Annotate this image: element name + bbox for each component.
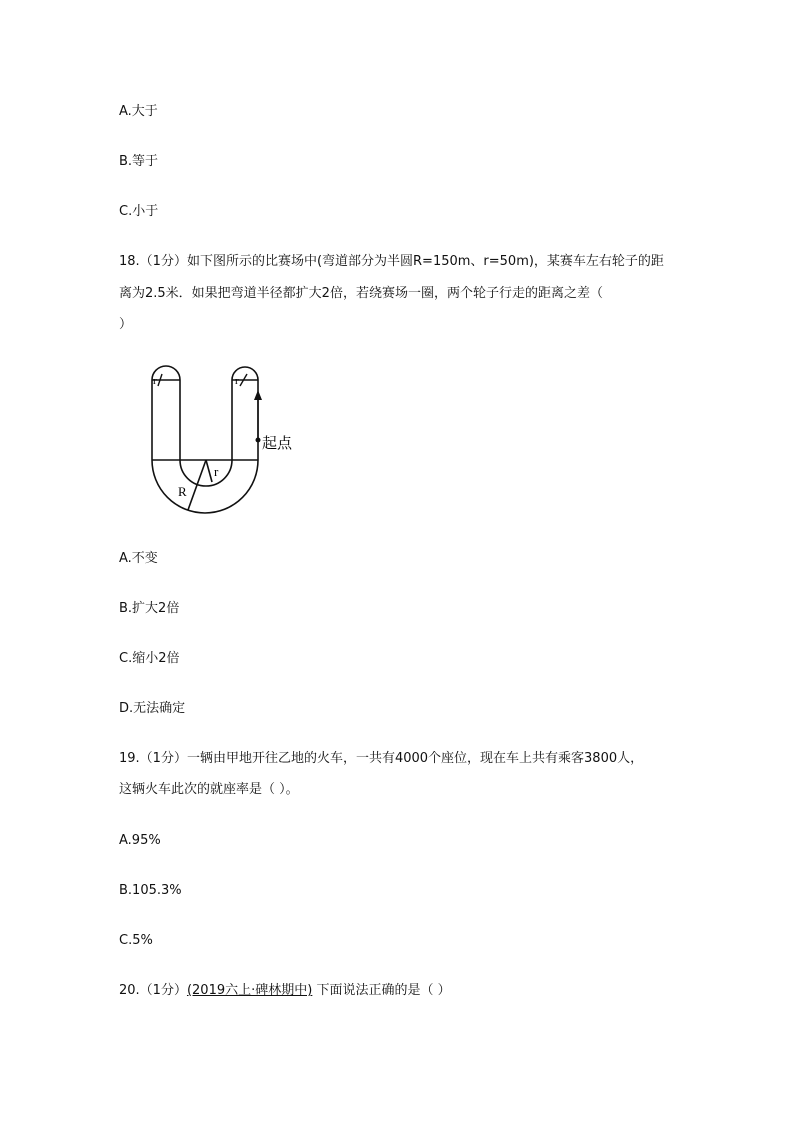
q19-option-a: A.95% [119,833,161,848]
q19-stem-line2: 这辆火车此次的就座率是（ ）。 [119,782,299,797]
q18-option-a: A.不变 [119,551,158,566]
racetrack-figure [148,364,308,516]
q18-option-d: D.无法确定 [119,701,186,716]
q20-stem [119,982,451,1000]
q18-option-c: C.缩小2倍 [119,651,180,666]
label-R: R [178,484,187,499]
label-small-r-right: r [235,375,239,387]
label-r: r [214,464,219,479]
label-small-r-left: r [153,375,157,387]
q19-option-c: C.5% [119,933,153,948]
q17-option-a: A.大于 [119,104,158,119]
q18-stem-line3: ） [119,317,133,332]
q20-text: 下面说法正确的是（ ） [312,983,451,998]
q20-prefix: 20.（1分） [119,983,187,998]
label-start: 起点 [262,434,293,452]
q18-stem-line1: 18.（1分）如下图所示的比赛场中(弯道部分为半圆R=150m、r=50m)，某赛车左右轮子的距 [119,254,664,269]
q17-option-c: C.小于 [119,204,159,219]
q17-option-b: B.等于 [119,154,159,169]
q19-stem-line1: 19.（1分）一辆由甲地开往乙地的火车，一共有4000个座位，现在车上共有乘客3800人， [119,751,644,766]
q18-stem-line2: 离为2.5米．如果把弯道半径都扩大2倍，若绕赛场一圈，两个轮子行走的距离之差（ [119,286,603,301]
q20-source-link[interactable]: (2019六上·碑林期中) [186,983,313,998]
q18-option-b: B.扩大2倍 [119,601,180,616]
q19-option-b: B.105.3% [119,883,182,898]
